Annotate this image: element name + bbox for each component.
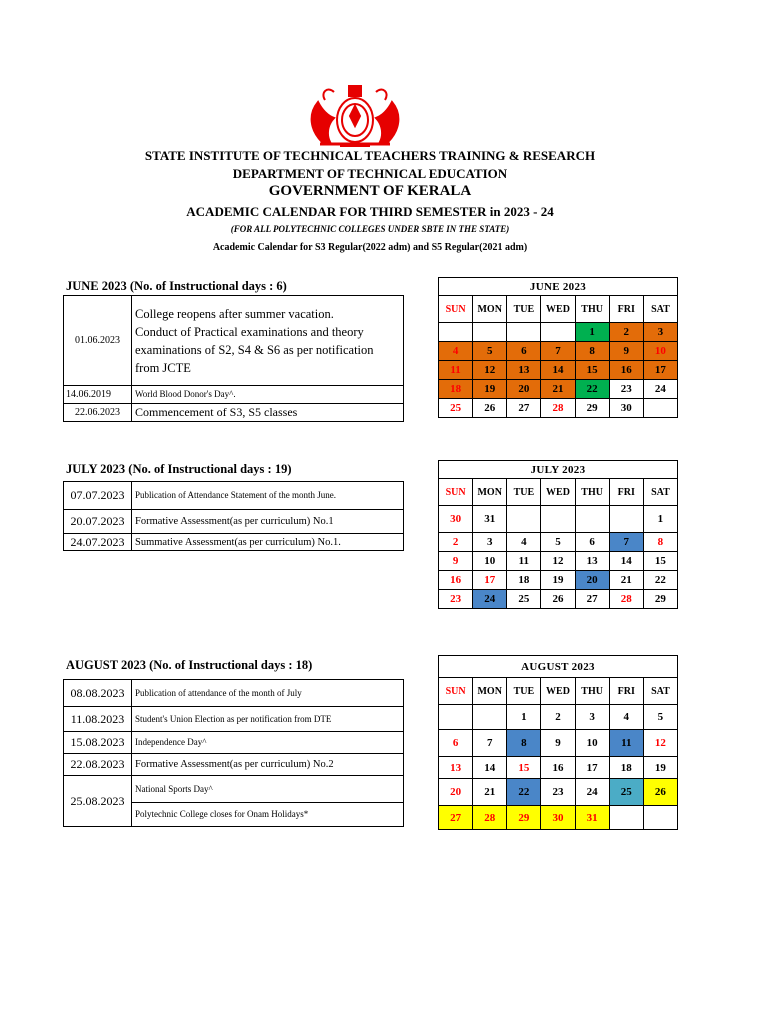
calendar-day: 30 <box>609 399 643 418</box>
table-row <box>64 732 404 754</box>
calendar-day: 12 <box>473 361 507 380</box>
calendar-day: 14 <box>541 361 575 380</box>
institute-name: STATE INSTITUTE OF TECHNICAL TEACHERS TRAINING & RESEARCH <box>144 148 596 163</box>
july-events-table <box>63 481 404 551</box>
event-date: 11.08.2023 <box>64 707 132 732</box>
calendar-day: 20 <box>507 380 541 399</box>
event-text: World Blood Donor's Day^. <box>132 386 404 404</box>
calendar-day: 31 <box>575 806 609 830</box>
calendar-day: 9 <box>541 730 575 757</box>
calendar-day: 16 <box>541 757 575 779</box>
june-events-table <box>63 295 404 422</box>
event-text-line: College reopens after summer vacation. <box>135 306 334 321</box>
day-header: WED <box>541 479 575 506</box>
calendar-day <box>609 506 643 533</box>
calendar-day: 29 <box>507 806 541 830</box>
calendar-day: 10 <box>575 730 609 757</box>
calendar-day: 6 <box>439 730 473 757</box>
calendar-day: 27 <box>575 590 609 609</box>
calendar-title: JULY 2023 <box>439 461 678 479</box>
calendar-day: 21 <box>609 571 643 590</box>
calendar-day: 28 <box>541 399 575 418</box>
event-text-line: examinations of S2, S4 & S6 as per notification <box>135 342 374 357</box>
day-header: TUE <box>507 479 541 506</box>
june-calendar <box>438 277 678 418</box>
table-row <box>64 680 404 707</box>
calendar-day: 2 <box>541 705 575 730</box>
calendar-day <box>541 323 575 342</box>
day-header: TUE <box>507 678 541 705</box>
calendar-day: 20 <box>575 571 609 590</box>
calendar-day: 23 <box>541 779 575 806</box>
department-name: DEPARTMENT OF TECHNICAL EDUCATION <box>232 166 508 181</box>
event-text-line: Conduct of Practical examinations and theory <box>135 324 364 339</box>
calendar-day: 7 <box>541 342 575 361</box>
day-header: MON <box>473 296 507 323</box>
event-date: 15.08.2023 <box>64 732 132 754</box>
calendar-day: 29 <box>575 399 609 418</box>
calendar-day: 7 <box>609 533 643 552</box>
calendar-day <box>541 506 575 533</box>
event-text: National Sports Day^ <box>132 776 404 803</box>
calendar-day: 10 <box>473 552 507 571</box>
calendar-day: 25 <box>609 779 643 806</box>
calendar-day: 22 <box>643 571 677 590</box>
event-date: 08.08.2023 <box>64 680 132 707</box>
day-header: SUN <box>439 479 473 506</box>
day-header: THU <box>575 296 609 323</box>
table-row <box>64 776 404 803</box>
calendar-day: 16 <box>609 361 643 380</box>
event-date: 24.07.2023 <box>64 534 132 551</box>
calendar-day <box>473 705 507 730</box>
calendar-title: JUNE 2023 <box>439 278 678 296</box>
calendar-day: 11 <box>439 361 473 380</box>
calendar-day: 10 <box>643 342 677 361</box>
day-header: SUN <box>439 678 473 705</box>
calendar-day: 4 <box>609 705 643 730</box>
calendar-day: 9 <box>439 552 473 571</box>
calendar-day: 21 <box>473 779 507 806</box>
day-header: THU <box>575 678 609 705</box>
table-row <box>64 386 404 404</box>
table-row <box>64 482 404 510</box>
table-row <box>64 404 404 422</box>
day-header: WED <box>541 678 575 705</box>
event-date: 14.06.2019 <box>64 386 132 404</box>
june-section-title: JUNE 2023 (No. of Instructional days : 6) <box>66 279 287 293</box>
calendar-day: 25 <box>507 590 541 609</box>
calendar-day: 12 <box>541 552 575 571</box>
calendar-day: 26 <box>541 590 575 609</box>
event-text: Publication of Attendance Statement of the month June. <box>132 482 404 510</box>
calendar-day: 24 <box>473 590 507 609</box>
table-row <box>64 754 404 776</box>
calendar-day: 11 <box>609 730 643 757</box>
calendar-day: 4 <box>507 533 541 552</box>
calendar-day: 16 <box>439 571 473 590</box>
event-text: Student's Union Election as per notification from DTE <box>132 707 404 732</box>
calendar-day: 22 <box>507 779 541 806</box>
calendar-day <box>439 705 473 730</box>
event-text: Formative Assessment(as per curriculum) No.1 <box>132 510 404 534</box>
calendar-day: 15 <box>575 361 609 380</box>
calendar-day: 13 <box>507 361 541 380</box>
calendar-day: 31 <box>473 506 507 533</box>
event-date: 25.08.2023 <box>64 776 132 827</box>
kerala-emblem <box>300 80 410 150</box>
calendar-day <box>643 806 677 830</box>
calendar-day: 23 <box>439 590 473 609</box>
table-row <box>64 510 404 534</box>
calendar-day: 19 <box>541 571 575 590</box>
calendar-day: 12 <box>643 730 677 757</box>
calendar-day: 1 <box>643 506 677 533</box>
calendar-day: 7 <box>473 730 507 757</box>
day-header: TUE <box>507 296 541 323</box>
calendar-day: 22 <box>575 380 609 399</box>
calendar-day: 20 <box>439 779 473 806</box>
calendar-day: 5 <box>473 342 507 361</box>
day-header: SAT <box>643 479 677 506</box>
calendar-day: 1 <box>507 705 541 730</box>
event-text: Polytechnic College closes for Onam Holidays* <box>132 803 404 827</box>
day-header: MON <box>473 678 507 705</box>
calendar-day: 3 <box>643 323 677 342</box>
calendar-day: 5 <box>541 533 575 552</box>
calendar-day: 18 <box>507 571 541 590</box>
calendar-day: 8 <box>507 730 541 757</box>
july-calendar <box>438 460 678 609</box>
calendar-day: 26 <box>643 779 677 806</box>
table-row <box>64 534 404 551</box>
calendar-day: 3 <box>473 533 507 552</box>
calendar-day: 13 <box>439 757 473 779</box>
day-header: THU <box>575 479 609 506</box>
calendar-day: 29 <box>643 590 677 609</box>
event-text: Independence Day^ <box>132 732 404 754</box>
august-events-table <box>63 679 404 827</box>
calendar-day: 4 <box>439 342 473 361</box>
calendar-day: 18 <box>609 757 643 779</box>
event-text: Publication of attendance of the month of July <box>132 680 404 707</box>
event-text-line: from JCTE <box>135 360 191 375</box>
event-date: 07.07.2023 <box>64 482 132 510</box>
day-header: FRI <box>609 296 643 323</box>
calendar-day: 2 <box>609 323 643 342</box>
calendar-day: 21 <box>541 380 575 399</box>
event-date: 22.08.2023 <box>64 754 132 776</box>
calendar-day: 17 <box>575 757 609 779</box>
calendar-day: 23 <box>609 380 643 399</box>
calendar-day: 13 <box>575 552 609 571</box>
calendar-day: 27 <box>507 399 541 418</box>
calendar-day: 8 <box>643 533 677 552</box>
day-header: MON <box>473 479 507 506</box>
calendar-day: 18 <box>439 380 473 399</box>
event-text: Commencement of S3, S5 classes <box>132 404 404 422</box>
calendar-day <box>507 323 541 342</box>
calendar-day: 24 <box>643 380 677 399</box>
calendar-day: 30 <box>541 806 575 830</box>
calendar-day: 9 <box>609 342 643 361</box>
calendar-day: 8 <box>575 342 609 361</box>
calendar-day: 28 <box>609 590 643 609</box>
calendar-day: 30 <box>439 506 473 533</box>
calendar-day: 19 <box>473 380 507 399</box>
calendar-day: 3 <box>575 705 609 730</box>
calendar-day: 17 <box>473 571 507 590</box>
day-header: SUN <box>439 296 473 323</box>
table-row <box>64 707 404 732</box>
calendar-day <box>575 506 609 533</box>
day-header: WED <box>541 296 575 323</box>
calendar-scope: (FOR ALL POLYTECHNIC COLLEGES UNDER SBTE IN THE STATE) <box>230 224 510 234</box>
calendar-title: ACADEMIC CALENDAR FOR THIRD SEMESTER in 2023 - 24 <box>186 204 554 219</box>
calendar-title: AUGUST 2023 <box>439 656 678 678</box>
calendar-day: 1 <box>575 323 609 342</box>
calendar-day: 6 <box>507 342 541 361</box>
calendar-day: 14 <box>473 757 507 779</box>
calendar-day: 11 <box>507 552 541 571</box>
calendar-day: 5 <box>643 705 677 730</box>
august-section-title: AUGUST 2023 (No. of Instructional days : 18) <box>66 658 313 672</box>
event-date: 22.06.2023 <box>64 404 132 422</box>
calendar-day: 25 <box>439 399 473 418</box>
event-text <box>132 296 404 386</box>
july-section-title: JULY 2023 (No. of Instructional days : 19) <box>66 462 292 476</box>
calendar-day <box>473 323 507 342</box>
day-header: FRI <box>609 479 643 506</box>
calendar-day <box>439 323 473 342</box>
day-header: SAT <box>643 678 677 705</box>
august-calendar <box>438 655 678 830</box>
event-date: 01.06.2023 <box>64 296 132 386</box>
calendar-day: 6 <box>575 533 609 552</box>
calendar-day: 14 <box>609 552 643 571</box>
calendar-day: 24 <box>575 779 609 806</box>
event-date: 20.07.2023 <box>64 510 132 534</box>
calendar-day: 28 <box>473 806 507 830</box>
government-name: GOVERNMENT OF KERALA <box>268 183 472 199</box>
calendar-day: 15 <box>507 757 541 779</box>
day-header: SAT <box>643 296 677 323</box>
event-text: Summative Assessment(as per curriculum) No.1. <box>132 534 404 551</box>
event-text: Formative Assessment(as per curriculum) No.2 <box>132 754 404 776</box>
table-row <box>64 296 404 386</box>
calendar-day: 27 <box>439 806 473 830</box>
calendar-day: 17 <box>643 361 677 380</box>
calendar-day <box>609 806 643 830</box>
calendar-day: 26 <box>473 399 507 418</box>
calendar-day: 2 <box>439 533 473 552</box>
calendar-day: 15 <box>643 552 677 571</box>
calendar-day <box>643 399 677 418</box>
calendar-day: 19 <box>643 757 677 779</box>
day-header: FRI <box>609 678 643 705</box>
calendar-day <box>507 506 541 533</box>
calendar-subtitle: Academic Calendar for S3 Regular(2022 adm) and S5 Regular(2021 adm) <box>212 242 528 253</box>
